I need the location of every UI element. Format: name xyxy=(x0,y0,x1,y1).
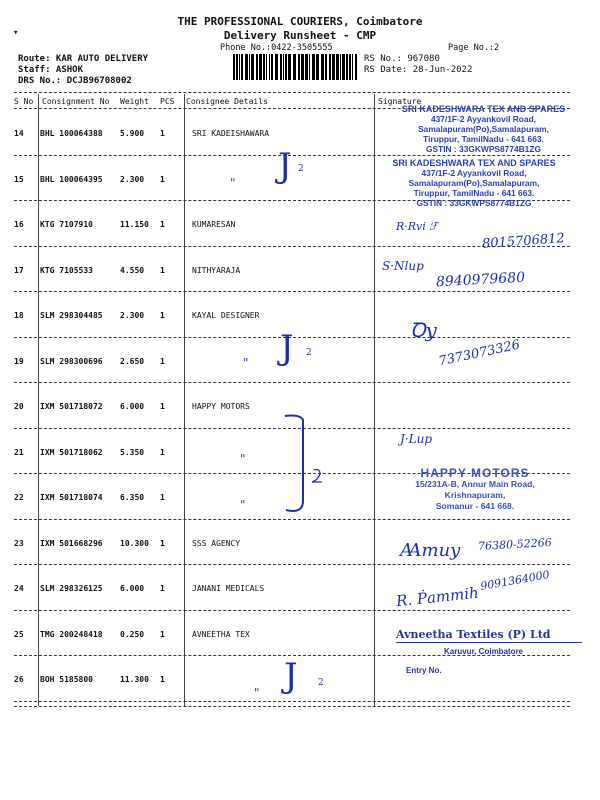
row-consignment-no: IXM 501718072 xyxy=(40,402,103,411)
row-pcs: 1 xyxy=(160,447,165,457)
row-consignment-no: SLM 298300696 xyxy=(40,356,103,366)
row-consignment-no: BOH 5185800 xyxy=(40,675,93,684)
col-signature: Signature xyxy=(378,97,422,106)
bracket-mark-1: J xyxy=(278,146,292,186)
row-consignee: NITHYARAJA xyxy=(192,265,241,275)
row-sno: 15 xyxy=(14,174,24,184)
row-sno: 23 xyxy=(14,538,24,548)
row-consignee: HAPPY MOTORS xyxy=(192,402,250,411)
row-weight: 11.150 xyxy=(120,220,149,229)
row-sno: 25 xyxy=(14,629,24,639)
row-sno: 22 xyxy=(14,493,24,502)
signature-row-23: Ꜳmuy xyxy=(400,540,461,561)
row-sno: 17 xyxy=(14,265,24,275)
rs-number: RS No.: 967080 xyxy=(364,54,440,64)
page-number: Page No.:2 xyxy=(448,43,500,53)
row-pcs: 1 xyxy=(160,174,165,184)
phone-row-19: 7373073326 xyxy=(437,337,522,370)
bracket-mark-2: J xyxy=(280,328,294,368)
bracket-mark-4: J xyxy=(284,656,298,696)
signature-row-24: R. Ṗammih xyxy=(395,583,480,611)
row-sno: 16 xyxy=(14,220,24,229)
row-pcs: 1 xyxy=(160,129,165,138)
subscript-mark-1: 2 xyxy=(298,164,304,174)
row-sno: 21 xyxy=(14,447,24,457)
company-title: THE PROFESSIONAL COURIERS, Coimbatore xyxy=(177,15,423,28)
col-pcs: PCS xyxy=(160,97,175,106)
stamp-avneetha: Avneetha Textiles (P) Ltd Karuvur, Coimbatore Entry No. xyxy=(396,628,582,698)
ditto-mark-2: " xyxy=(243,356,249,370)
row-divider xyxy=(14,701,570,702)
row-consignment-no: KTG 7105533 xyxy=(40,265,93,275)
row-weight: 11.300 xyxy=(120,675,149,684)
row-consignee: JANANI MEDICALS xyxy=(192,584,265,593)
row-consignment-no: BHL 100064395 xyxy=(40,174,103,184)
row-consignment-no: SLM 298304485 xyxy=(40,311,103,320)
route-label: Route: KAR AUTO DELIVERY xyxy=(18,54,149,64)
col-consignment: Consignment No xyxy=(42,97,110,106)
row-sno: 20 xyxy=(14,402,24,411)
row-pcs: 1 xyxy=(160,675,165,684)
row-weight: 6.000 xyxy=(120,584,145,593)
row-consignee: SRI KADEISHAWARA xyxy=(192,129,270,138)
ditto-mark-4: " xyxy=(240,498,246,512)
phone-number: Phone No.:0422-3505555 xyxy=(220,43,333,53)
signature-row-16: R·Rvi ℱ xyxy=(396,220,438,233)
row-sno: 18 xyxy=(14,311,24,320)
drs-number: DRS No.: DCJB96708002 xyxy=(18,76,132,86)
subscript-mark-4: 2 xyxy=(318,678,324,688)
row-weight: 5.350 xyxy=(120,447,145,457)
row-weight: 6.350 xyxy=(120,493,145,502)
col-weight: Weight xyxy=(120,97,149,106)
row-weight: 2.300 xyxy=(120,311,145,320)
row-weight: 10.300 xyxy=(120,538,149,548)
table-bottom-line xyxy=(14,706,570,707)
bracket-mark-3 xyxy=(270,410,330,520)
rs-date: RS Date: 28-Jun-2022 xyxy=(364,65,473,75)
sheet-title: Delivery Runsheet - CMP xyxy=(223,29,377,42)
row-sno: 24 xyxy=(14,584,24,593)
row-sno: 26 xyxy=(14,675,24,684)
row-weight: 6.000 xyxy=(120,402,145,411)
row-pcs: 1 xyxy=(160,265,165,275)
row-pcs: 1 xyxy=(160,538,165,548)
signature-row-21: J·Lup xyxy=(400,432,433,446)
row-pcs: 1 xyxy=(160,220,165,229)
row-consignment-no: SLM 298326125 xyxy=(40,584,103,593)
phone-row-18: 8940979680 xyxy=(435,269,526,291)
row-consignee: KUMARESAN xyxy=(192,220,236,229)
col-consignee: Consignee Details xyxy=(186,97,268,106)
barcode xyxy=(233,54,359,80)
subscript-mark-2: 2 xyxy=(306,348,312,358)
row-consignee: AVNEETHA TEX xyxy=(192,629,250,639)
row-consignee: KAYAL DESIGNER xyxy=(192,311,260,320)
signature-row-17: S·Nlup xyxy=(382,259,424,273)
row-consignment-no: IXM 501718062 xyxy=(40,447,103,457)
row-pcs: 1 xyxy=(160,402,165,411)
row-consignment-no: IXM 501718074 xyxy=(40,493,103,502)
row-pcs: 1 xyxy=(160,356,165,366)
row-weight: 2.650 xyxy=(120,356,145,366)
stamp-kadeshwara-1: SRI KADESHWARA TEX AND SPARES 437/1F-2 Ayyankovil Road, Samalapuram(Po),Samalapuram, Tiruppur, TamilNadu - 641 663. GSTIN : 33GKWPS8774B1ZG xyxy=(401,104,566,154)
col-sno: S No xyxy=(14,97,34,106)
row-weight: 4.550 xyxy=(120,265,145,275)
ditto-mark-5: " xyxy=(254,686,260,700)
row-pcs: 1 xyxy=(160,584,165,593)
row-weight: 0.250 xyxy=(120,629,145,639)
row-weight: 5.900 xyxy=(120,129,145,138)
row-weight: 2.300 xyxy=(120,174,145,184)
signature-row-18: Ꝺy xyxy=(410,318,437,342)
phone-row-24: 9091364000 xyxy=(479,568,551,593)
row-consignment-no: KTG 7107910 xyxy=(40,220,93,229)
row-consignment-no: TMG 200248418 xyxy=(40,629,103,639)
row-sno: 19 xyxy=(14,356,24,366)
phone-row-23: 76380-52266 xyxy=(477,536,552,553)
row-consignment-no: IXM 501668296 xyxy=(40,538,103,548)
corner-mark-icon: ▾ xyxy=(13,28,19,38)
ditto-mark-3: " xyxy=(240,452,246,466)
row-pcs: 1 xyxy=(160,311,165,320)
table-row xyxy=(0,292,600,337)
header-divider-top xyxy=(14,92,570,93)
stamp-happy-motors: HAPPY MOTORS 15/231A-B, Annur Main Road, Krishnapuram, Somanur - 641 668. xyxy=(415,466,535,511)
staff-label: Staff: ASHOK xyxy=(18,65,84,75)
row-pcs: 1 xyxy=(160,629,165,639)
row-pcs: 1 xyxy=(160,493,165,502)
ditto-mark-1: " xyxy=(230,176,236,190)
row-sno: 14 xyxy=(14,129,24,138)
phone-row-17: 8015706812 xyxy=(481,231,566,252)
row-consignment-no: BHL 100064388 xyxy=(40,129,103,138)
row-consignee: SSS AGENCY xyxy=(192,538,241,548)
stamp-kadeshwara-2: SRI KADESHWARA TEX AND SPARES 437/1F-2 Ayyankovil Road, Samalapuram(Po),Samalapuram, Tiruppur, TamilNadu - 641 663. GSTIN : 33GKWPS8774B1ZG xyxy=(392,158,556,208)
